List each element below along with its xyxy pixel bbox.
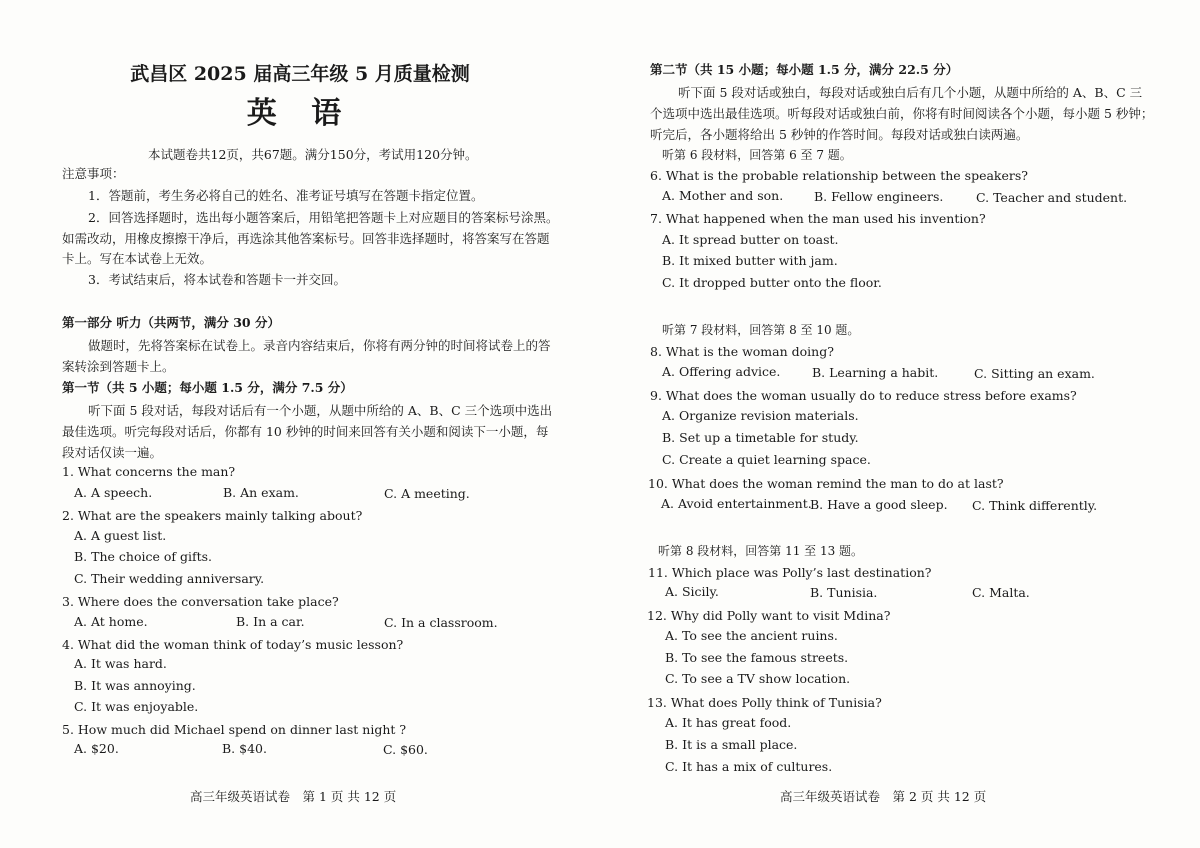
q11-option-a: A. Sicily. [665, 584, 719, 599]
question-5: 5. How much did Michael spend on dinner last night ? [62, 722, 407, 737]
question-2: 2. What are the speakers mainly talking about? [62, 508, 363, 523]
q6-option-b: B. Fellow engineers. [814, 189, 944, 204]
section2-text-3: 听完后，各小题将给出 5 秒钟的作答时间。每段对话或独白读两遍。 [650, 127, 1029, 142]
q10-option-c: C. Think differently. [972, 498, 1098, 513]
q9-option-b: B. Set up a timetable for study. [662, 430, 859, 445]
q7-option-b: B. It mixed butter with jam. [662, 253, 838, 268]
q6-option-a: A. Mother and son. [662, 188, 784, 203]
q5-option-b: B. $40. [222, 741, 267, 756]
question-1: 1. What concerns the man? [62, 464, 236, 479]
q2-option-a: A. A guest list. [74, 528, 167, 543]
q4-option-b: B. It was annoying. [74, 678, 196, 693]
q8-option-c: C. Sitting an exam. [974, 366, 1095, 381]
section1-text-2: 最佳选项。听完每段对话后，你都有 10 秒钟的时间来回答有关小题和阅读下一小题，每 [62, 424, 549, 439]
question-8: 8. What is the woman doing? [650, 344, 834, 359]
q2-option-c: C. Their wedding anniversary. [74, 571, 265, 586]
q9-option-c: C. Create a quiet learning space. [662, 452, 871, 467]
q3-option-b: B. In a car. [236, 614, 305, 629]
question-6: 6. What is the probable relationship between the speakers? [650, 168, 1028, 183]
question-4: 4. What did the woman think of today’s music lesson? [62, 637, 404, 652]
exam-info: 本试题卷共12页，共67题。满分150分，考试用120分钟。 [148, 147, 478, 162]
q5-option-c: C. $60. [383, 742, 428, 757]
section2-heading: 第二节（共 15 小题；每小题 1.5 分，满分 22.5 分） [650, 62, 959, 77]
q4-option-a: A. It was hard. [74, 656, 167, 671]
material-7-note: 听第 7 段材料，回答第 8 至 10 题。 [662, 323, 860, 337]
note-3: 3．考试结束后，将本试卷和答题卡一并交回。 [88, 272, 346, 287]
part1-heading: 第一部分 听力（共两节，满分 30 分） [62, 315, 280, 330]
part1-text-1: 做题时，先将答案标在试卷上。录音内容结束后，你将有两分钟的时间将试卷上的答 [88, 338, 551, 353]
section2-text-1: 听下面 5 段对话或独白，每段对话或独白后有几个小题，从题中所给的 A、B、C 三 [678, 85, 1143, 100]
section1-text-1: 听下面 5 段对话，每段对话后有一个小题，从题中所给的 A、B、C 三个选项中选出 [88, 403, 553, 418]
q11-option-c: C. Malta. [972, 585, 1030, 600]
material-6-note: 听第 6 段材料，回答第 6 至 7 题。 [662, 148, 852, 162]
q12-option-b: B. To see the famous streets. [665, 650, 849, 665]
subject-title: 英 语 [246, 96, 354, 131]
q13-option-b: B. It is a small place. [665, 737, 798, 752]
q10-option-b: B. Have a good sleep. [810, 497, 948, 512]
q12-option-c: C. To see a TV show location. [665, 671, 851, 686]
section1-text-3: 段对话仅读一遍。 [62, 445, 163, 460]
q7-option-c: C. It dropped butter onto the floor. [662, 275, 882, 290]
footer-page-2: 高三年级英语试卷 第 2 页 共 12 页 [780, 789, 987, 804]
question-3: 3. Where does the conversation take place? [62, 594, 339, 609]
part1-text-2: 案转涂到答题卡上。 [62, 359, 175, 374]
question-13: 13. What does Polly think of Tunisia? [647, 695, 882, 710]
q6-option-c: C. Teacher and student. [976, 190, 1128, 205]
section2-text-2: 个选项中选出最佳选项。听每段对话或独白前，你将有时间阅读各个小题，每小题 5 秒钟； [650, 106, 1154, 121]
note-2-line-1: 2．回答选择题时，选出每小题答案后，用铅笔把答题卡上对应题目的答案标号涂黑。 [88, 210, 559, 225]
q13-option-a: A. It has great food. [665, 715, 792, 730]
question-11: 11. Which place was Polly’s last destination? [648, 565, 932, 580]
q13-option-c: C. It has a mix of cultures. [665, 759, 833, 774]
question-9: 9. What does the woman usually do to reduce stress before exams? [650, 388, 1077, 403]
q2-option-b: B. The choice of gifts. [74, 549, 213, 564]
note-1: 1．答题前，考生务必将自己的姓名、准考证号填写在答题卡指定位置。 [88, 188, 484, 203]
q3-option-a: A. At home. [74, 614, 148, 629]
q4-option-c: C. It was enjoyable. [74, 699, 199, 714]
q5-option-a: A. $20. [74, 741, 119, 756]
q8-option-b: B. Learning a habit. [812, 365, 939, 380]
q10-option-a: A. Avoid entertainment. [661, 496, 812, 511]
section1-heading: 第一节（共 5 小题；每小题 1.5 分，满分 7.5 分） [62, 380, 353, 395]
note-2-line-2: 如需改动，用橡皮擦擦干净后，再选涂其他答案标号。回答非选择题时，将答案写在答题 [62, 231, 550, 246]
q1-option-a: A. A speech. [74, 485, 153, 500]
q11-option-b: B. Tunisia. [810, 585, 878, 600]
q1-option-b: B. An exam. [223, 485, 299, 500]
notes-heading: 注意事项： [62, 166, 125, 181]
question-10: 10. What does the woman remind the man to do at last? [648, 476, 1004, 491]
question-12: 12. Why did Polly want to visit Mdina? [647, 608, 891, 623]
q8-option-a: A. Offering advice. [662, 364, 781, 379]
right-page [600, 0, 1200, 848]
exam-title: 武昌区 2025 届高三年级 5 月质量检测 [130, 63, 470, 85]
footer-page-1: 高三年级英语试卷 第 1 页 共 12 页 [190, 789, 397, 804]
question-7: 7. What happened when the man used his invention? [650, 211, 986, 226]
q3-option-c: C. In a classroom. [384, 615, 498, 630]
q1-option-c: C. A meeting. [384, 486, 470, 501]
note-2-line-3: 卡上。写在本试卷上无效。 [62, 251, 213, 266]
q9-option-a: A. Organize revision materials. [662, 408, 859, 423]
q12-option-a: A. To see the ancient ruins. [665, 628, 838, 643]
q7-option-a: A. It spread butter on toast. [662, 232, 839, 247]
material-8-note: 听第 8 段材料，回答第 11 至 13 题。 [658, 544, 864, 558]
